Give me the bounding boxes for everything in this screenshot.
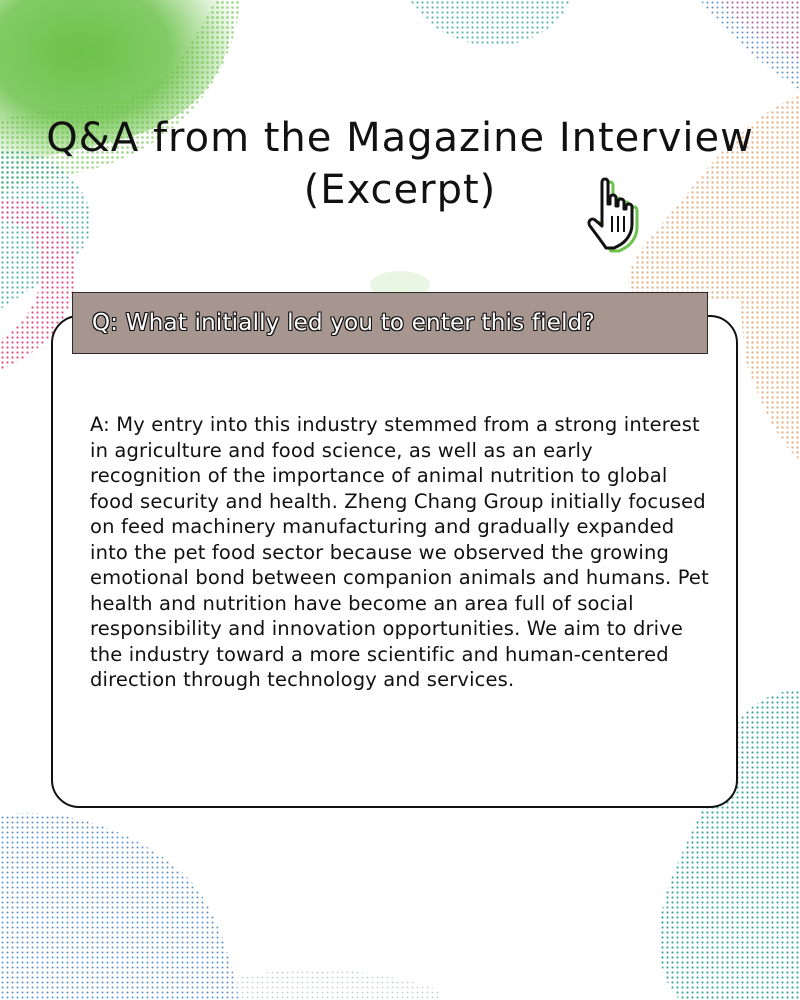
peach-dots-right-lower	[740, 300, 800, 460]
hand-pointer-icon	[584, 176, 660, 254]
page-title	[0, 112, 800, 216]
title-line-2: (Excerpt)	[303, 167, 497, 213]
gray-dots-bottom	[230, 969, 440, 1000]
question-banner: Q: What initially led you to enter this field?	[72, 292, 708, 354]
teal-dots-top	[410, 0, 570, 46]
title-line-1: Q&A from the Magazine Interview	[46, 115, 754, 161]
blue-dots-bottom-left	[0, 813, 240, 1000]
answer-text: A: My entry into this industry stemmed from a strong interest in agriculture and food science, as well as an early recognition of the importance of animal nutrition to global food security and health. Zheng Chang Group initially focused on feed machinery manufacturing and gradually expanded into the pet food sector because we observed the growing emotional bond between companion animals and humans. Pet health and nutrition have become an area full of social responsibility and innovation opportunities. We aim to drive the industry toward a more scientific and human-centered direction through technology and services.	[90, 413, 709, 691]
